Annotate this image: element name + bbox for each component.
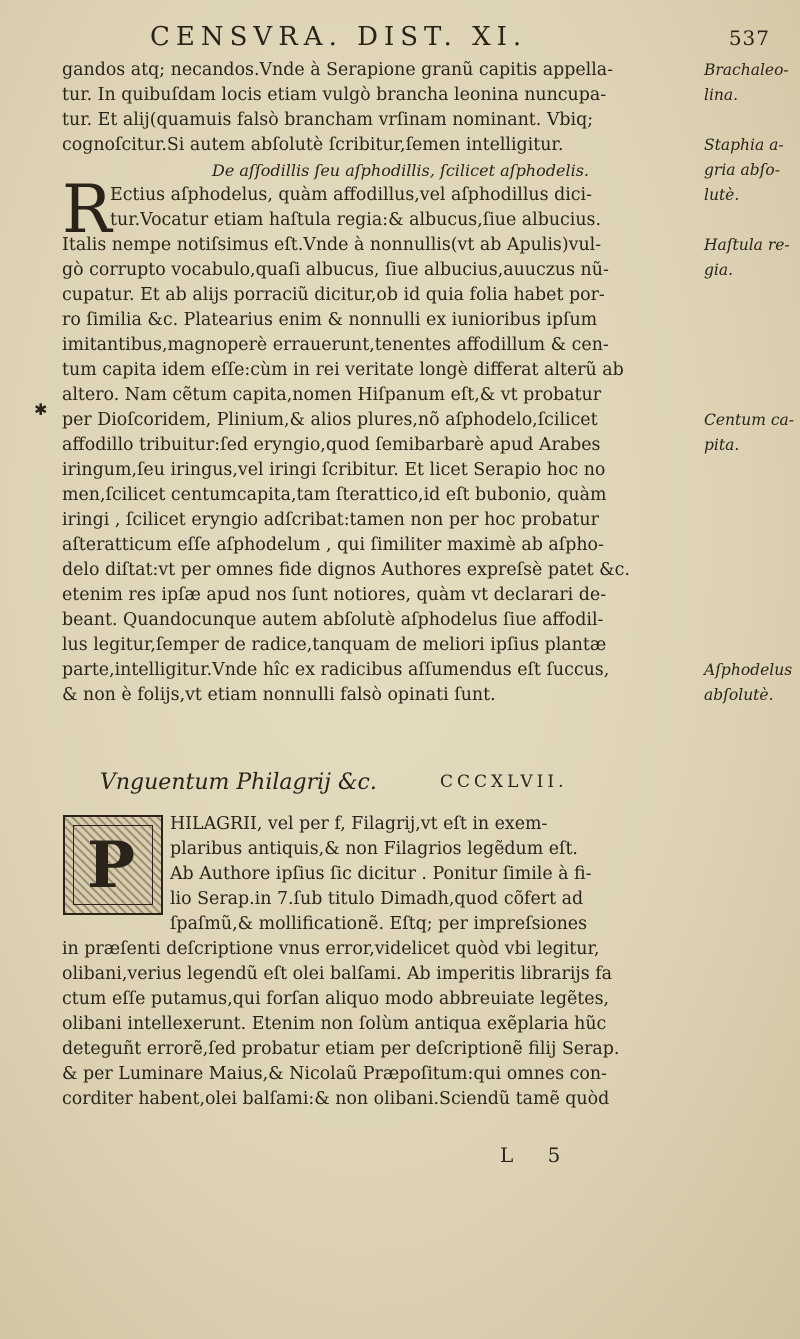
text-line: in præſenti deſcriptione vnus error,videlicet quòd vbi legitur,	[62, 939, 600, 959]
text-line: men,ſcilicet centumcapita,tam ſterattico,id eſt bubonio, quàm	[62, 485, 607, 505]
text-line: olibani,verius legendũ eſt olei balſami. Ab imperitis librarijs fa	[62, 964, 613, 984]
section-title: Vnguentum Philagrij &c.	[100, 770, 377, 795]
text-line: imitantibus,magnoperè errauerunt,tenentes affodillum & cen-	[62, 335, 609, 355]
running-head	[150, 22, 790, 56]
drop-cap-r: R	[62, 171, 112, 248]
text-line: gandos atq; necandos.Vnde à Serapione granũ capitis appella-	[62, 60, 614, 80]
text-line: iringum,ſeu iringus,vel iringi ſcribitur. Et licet Serapio hoc no	[62, 460, 606, 480]
page-number: 537	[728, 26, 770, 50]
text-line: ſpaſmũ,& mollificationẽ. Eſtq; per impreſsiones	[170, 914, 588, 934]
text-line: corditer habent,olei balſami:& non olibani.Sciendũ tamẽ quòd	[62, 1089, 610, 1109]
text-line: per Dioſcoridem, Plinium,& alios plures,nõ aſphodelo,ſcilicet	[62, 410, 598, 430]
marginal-note-line: Aſphodelus	[704, 661, 793, 679]
section-number: CCCXLVII.	[440, 772, 568, 792]
marginal-note-line: gia.	[704, 261, 734, 279]
marginal-note	[704, 58, 796, 108]
text-line: affodillo tribuitur:ſed eryngio,quod ſemibarbarè apud Arabes	[62, 435, 601, 455]
marginal-note-line: Staphia a-	[704, 136, 784, 154]
text-line: Ectius aſphodelus, quàm affodillus,vel aſphodillus dici-	[110, 185, 592, 205]
main-text-block	[62, 58, 722, 708]
text-line: plaribus antiquis,& non Filagrios legẽdum eſt.	[170, 839, 578, 859]
marginal-note	[704, 233, 796, 283]
text-line: lus legitur,ſemper de radice,tanquam de meliori ipſius plantæ	[62, 635, 607, 655]
philagrius-text-block	[62, 812, 722, 1112]
catchword-signature: L 5	[500, 1143, 575, 1167]
marginal-note	[704, 408, 796, 458]
text-line: olibani intellexerunt. Etenim non ſolùm antiqua exẽplaria hũc	[62, 1014, 607, 1034]
text-line: lio Serap.in 7.ſub titulo Dimadh,quod cõfert ad	[170, 889, 584, 909]
text-line: & per Luminare Maius,& Nicolaũ Præpoſitum:qui omnes con-	[62, 1064, 607, 1084]
text-line: Ab Authore ipſius ſic dicitur . Ponitur ſimile à fi-	[170, 864, 592, 884]
text-line: ctum eſſe putamus,qui forſan aliquo modo abbreuiate legẽtes,	[62, 989, 610, 1009]
marginal-note-line: pita.	[704, 436, 740, 454]
marginal-note	[704, 658, 796, 708]
text-line: cognoſcitur.Si autem abſolutè ſcribitur,ſemen intelligitur.	[62, 135, 564, 155]
text-line: beant. Quandocunque autem abſolutè aſphodelus ſiue affodil-	[62, 610, 604, 630]
section-heading	[100, 770, 700, 795]
text-line: Italis nempe notiſsimus eſt.Vnde à nonnullis(vt ab Apulis)vul-	[62, 235, 602, 255]
marginal-note-line: gria abſo-	[704, 161, 780, 179]
marginal-note-line: lutè.	[704, 186, 740, 204]
text-line: altero. Nam cẽtum capita,nomen Hiſpanum eſt,& vt probatur	[62, 385, 602, 405]
subheading: De aſſodillis ſeu aſphodillis, ſcilicet aſphodelis.	[212, 161, 589, 180]
text-line: & non è folijs,vt etiam nonnulli falsò opinati ſunt.	[62, 685, 496, 705]
text-line: HILAGRII, vel per f, Filagrij,vt eſt in exem-	[170, 814, 548, 834]
drop-cap-p: P	[87, 828, 136, 903]
text-line: cupatur. Et ab alijs porraciũ dicitur,ob id quia folia habet por-	[62, 285, 605, 305]
marginal-note-line: abſolutè.	[704, 686, 774, 704]
text-line: gò corrupto vocabulo,quaſi albucus, ſiue albucius,auuczus nũ-	[62, 260, 609, 280]
text-line: iringi , ſcilicet eryngio adſcribat:tamen non per hoc probatur	[62, 510, 599, 530]
text-line: parte,intelligitur.Vnde hîc ex radicibus aſſumendus eſt ſuccus,	[62, 660, 610, 680]
text-line: aſteratticum eſſe aſphodelum , qui ſimiliter maximè ab aſpho-	[62, 535, 604, 555]
text-line: tur. In quibuſdam locis etiam vulgò brancha leonina nuncupa-	[62, 85, 607, 105]
text-line: deteguñt errorẽ,ſed probatur etiam per deſcriptionẽ filij Serap.	[62, 1039, 620, 1059]
marginal-note-line: Haſtula re-	[704, 236, 790, 254]
marginal-note-line: Brachaleo-	[704, 61, 789, 79]
text-line: ro ſimilia &c. Platearius enim & nonnulli ex iunioribus ipſum	[62, 310, 598, 330]
running-head-title: CENSVRA. DIST. XI.	[150, 22, 528, 52]
text-line: tum capita idem eſſe:cùm in rei veritate longè differat alterũ ab	[62, 360, 624, 380]
marginal-note-line: lina.	[704, 86, 739, 104]
text-line: tur. Et alij(quamuis falsò brancham vrſinam nominant. Vbiq;	[62, 110, 594, 130]
ink-mark: ✱	[34, 400, 48, 419]
text-line: tur.Vocatur etiam haſtula regia:& albucus,ſiue albucius.	[110, 210, 601, 230]
marginal-note-line: Centum ca-	[704, 411, 795, 429]
marginal-note	[704, 133, 796, 208]
text-line: etenim res ipſæ apud nos ſunt notiores, quàm vt declarari de-	[62, 585, 607, 605]
text-line: delo diſtat:vt per omnes fide dignos Authores expreſsè patet &c.	[62, 560, 630, 580]
